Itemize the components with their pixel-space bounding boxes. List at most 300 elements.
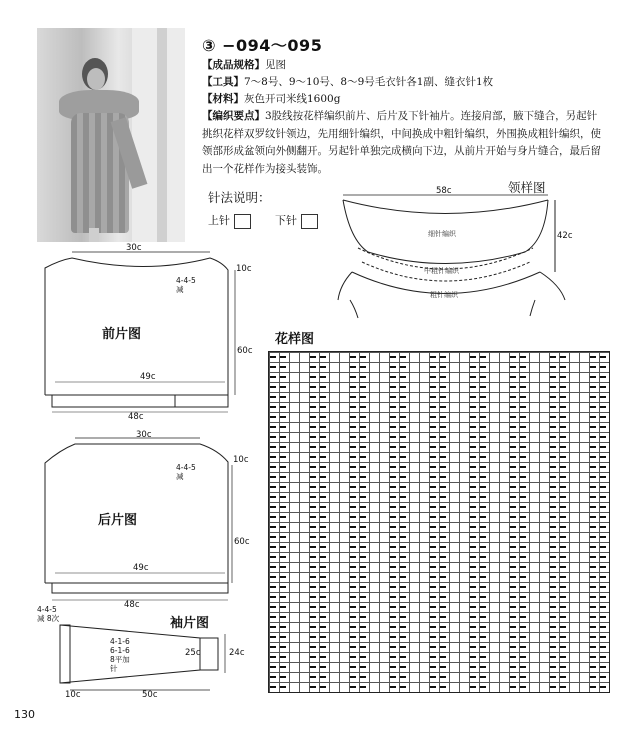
purl-stitch-mark — [400, 536, 406, 538]
purl-stitch-mark — [430, 666, 436, 668]
purl-stitch-mark — [360, 516, 366, 518]
purl-stitch-mark — [550, 666, 556, 668]
purl-stitch-mark — [390, 676, 396, 678]
purl-stitch-mark — [350, 676, 356, 678]
purl-stitch-mark — [400, 506, 406, 508]
purl-stitch-mark — [550, 436, 556, 438]
purl-stitch-mark — [590, 366, 596, 368]
purl-stitch-mark — [550, 526, 556, 528]
purl-stitch-mark — [320, 496, 326, 498]
purl-stitch-mark — [310, 376, 316, 378]
purl-stitch-mark — [600, 626, 606, 628]
purl-stitch-mark — [320, 406, 326, 408]
purl-stitch-mark — [480, 646, 486, 648]
purl-stitch-mark — [550, 506, 556, 508]
purl-stitch-mark — [510, 596, 516, 598]
purl-stitch-mark — [390, 446, 396, 448]
purl-stitch-mark — [590, 526, 596, 528]
spec-key-points: 【编织要点】3股线按花样编织前片、后片及下针袖片。连接肩部，腋下缝合，另起针挑织花样双罗纹针领边，先用细针编织，中间换成中粗针编织，外围换成粗针编织，使领部形成盆领向外侧翻开。另起针单独完成横向下边，从前片开始与身片缝合，最后留出一个花样作为接头装饰。 — [202, 110, 601, 175]
purl-stitch-mark — [430, 506, 436, 508]
purl-stitch-mark — [350, 646, 356, 648]
purl-stitch-mark — [270, 676, 276, 678]
purl-stitch-mark — [550, 676, 556, 678]
purl-stitch-mark — [310, 426, 316, 428]
purl-stitch-mark — [520, 476, 526, 478]
purl-stitch-mark — [590, 646, 596, 648]
purl-stitch-mark — [470, 566, 476, 568]
purl-stitch-mark — [350, 436, 356, 438]
purl-stitch-mark — [310, 686, 316, 688]
purl-stitch-mark — [400, 606, 406, 608]
purl-stitch-mark — [430, 626, 436, 628]
purl-stitch-mark — [360, 496, 366, 498]
purl-stitch-mark — [280, 496, 286, 498]
purl-stitch-mark — [550, 566, 556, 568]
purl-stitch-mark — [280, 596, 286, 598]
sleeve-cuff-width: 10c — [65, 690, 81, 700]
purl-stitch-mark — [600, 686, 606, 688]
purl-stitch-mark — [400, 526, 406, 528]
back-height: 60c — [234, 537, 250, 547]
purl-stitch-mark — [400, 406, 406, 408]
purl-stitch-mark — [440, 466, 446, 468]
purl-stitch-mark — [280, 486, 286, 488]
purl-stitch-mark — [440, 456, 446, 458]
purl-stitch-mark — [550, 416, 556, 418]
collar-title: 领样图 — [508, 180, 546, 195]
purl-stitch-mark — [320, 656, 326, 658]
purl-stitch-mark — [560, 486, 566, 488]
purl-stitch-mark — [470, 476, 476, 478]
purl-stitch-mark — [590, 496, 596, 498]
purl-stitch-mark — [590, 536, 596, 538]
purl-stitch-mark — [560, 646, 566, 648]
purl-stitch-mark — [520, 656, 526, 658]
purl-stitch-mark — [480, 496, 486, 498]
purl-stitch-mark — [430, 656, 436, 658]
collar-middle-label: 中粗针编织 — [424, 267, 459, 275]
purl-stitch-mark — [600, 416, 606, 418]
purl-stitch-mark — [440, 546, 446, 548]
purl-stitch-mark — [310, 416, 316, 418]
purl-stitch-mark — [350, 426, 356, 428]
purl-stitch-mark — [560, 606, 566, 608]
purl-stitch-mark — [470, 646, 476, 648]
purl-stitch-mark — [590, 546, 596, 548]
purl-stitch-mark — [270, 526, 276, 528]
purl-stitch-mark — [440, 366, 446, 368]
purl-stitch-mark — [520, 686, 526, 688]
purl-stitch-mark — [590, 516, 596, 518]
purl-stitch-mark — [440, 406, 446, 408]
purl-stitch-mark — [600, 636, 606, 638]
purl-stitch-mark — [320, 636, 326, 638]
purl-stitch-mark — [480, 426, 486, 428]
purl-stitch-mark — [310, 556, 316, 558]
purl-stitch-mark — [590, 576, 596, 578]
purl-stitch-mark — [270, 556, 276, 558]
purl-stitch-mark — [280, 566, 286, 568]
purl-stitch-mark — [310, 396, 316, 398]
purl-stitch-mark — [590, 586, 596, 588]
purl-stitch-mark — [600, 506, 606, 508]
purl-stitch-mark — [360, 566, 366, 568]
purl-stitch-mark — [550, 376, 556, 378]
purl-stitch-mark — [310, 496, 316, 498]
purl-stitch-mark — [560, 566, 566, 568]
stitch-legend-title: 针法说明： — [208, 190, 271, 205]
purl-stitch-mark — [480, 406, 486, 408]
purl-stitch-mark — [510, 666, 516, 668]
purl-stitch-mark — [550, 636, 556, 638]
purl-stitch-mark — [430, 486, 436, 488]
purl-stitch-mark — [560, 496, 566, 498]
purl-stitch-mark — [280, 586, 286, 588]
purl-stitch-mark — [440, 556, 446, 558]
purl-stitch-mark — [320, 396, 326, 398]
purl-stitch-mark — [270, 486, 276, 488]
purl-stitch-mark — [270, 506, 276, 508]
purl-stitch-mark — [480, 416, 486, 418]
purl-stitch-mark — [520, 356, 526, 358]
purl-stitch-mark — [310, 606, 316, 608]
purl-stitch-mark — [600, 556, 606, 558]
purl-stitch-mark — [430, 596, 436, 598]
purl-stitch-mark — [520, 496, 526, 498]
purl-stitch-mark — [360, 366, 366, 368]
purl-stitch-mark — [310, 666, 316, 668]
purl-stitch-mark — [360, 476, 366, 478]
purl-stitch-mark — [430, 606, 436, 608]
purl-stitch-mark — [430, 576, 436, 578]
purl-stitch-mark — [470, 676, 476, 678]
sleeve-title: 袖片图 — [170, 616, 210, 631]
purl-stitch-mark — [560, 556, 566, 558]
purl-stitch-mark — [360, 536, 366, 538]
purl-stitch-mark — [350, 556, 356, 558]
purl-stitch-mark — [430, 476, 436, 478]
purl-stitch-mark — [350, 636, 356, 638]
purl-stitch-mark — [400, 356, 406, 358]
purl-stitch-mark — [510, 686, 516, 688]
purl-stitch-mark — [440, 386, 446, 388]
front-shoulder-drop: 10c — [236, 264, 252, 274]
purl-stitch-mark — [470, 536, 476, 538]
purl-stitch-mark — [510, 406, 516, 408]
purl-stitch-mark — [470, 636, 476, 638]
purl-stitch-mark — [590, 476, 596, 478]
purl-stitch-mark — [400, 486, 406, 488]
purl-stitch-mark — [590, 356, 596, 358]
purl-stitch-mark — [270, 386, 276, 388]
purl-stitch-mark — [310, 616, 316, 618]
purl-stitch-mark — [270, 406, 276, 408]
purl-stitch-mark — [550, 586, 556, 588]
purl-stitch-mark — [400, 636, 406, 638]
purl-stitch-mark — [600, 656, 606, 658]
purl-stitch-mark — [440, 426, 446, 428]
purl-stitch-mark — [280, 436, 286, 438]
purl-stitch-mark — [320, 646, 326, 648]
purl-stitch-mark — [480, 516, 486, 518]
purl-stitch-mark — [310, 656, 316, 658]
purl-stitch-mark — [480, 636, 486, 638]
purl-stitch-mark — [400, 546, 406, 548]
purl-stitch-mark — [360, 436, 366, 438]
purl-stitch-mark — [480, 586, 486, 588]
collar-width: 58c — [436, 186, 452, 196]
purl-stitch-mark — [360, 416, 366, 418]
purl-stitch-mark — [560, 416, 566, 418]
purl-stitch-mark — [560, 436, 566, 438]
page-number: 130 — [14, 708, 35, 721]
purl-stitch-mark — [350, 356, 356, 358]
purl-stitch-mark — [470, 486, 476, 488]
purl-stitch-mark — [310, 456, 316, 458]
purl-stitch-mark — [360, 426, 366, 428]
purl-stitch-mark — [550, 386, 556, 388]
back-hem-width: 49c — [133, 563, 149, 573]
purl-stitch-mark — [560, 426, 566, 428]
purl-stitch-mark — [520, 636, 526, 638]
purl-stitch-mark — [520, 516, 526, 518]
purl-stitch-mark — [510, 476, 516, 478]
purl-stitch-mark — [590, 386, 596, 388]
purl-stitch-mark — [270, 496, 276, 498]
purl-stitch-mark — [390, 536, 396, 538]
purl-stitch-mark — [590, 506, 596, 508]
purl-stitch-mark — [560, 506, 566, 508]
purl-stitch-mark — [430, 426, 436, 428]
purl-stitch-mark — [600, 396, 606, 398]
purl-stitch-mark — [520, 646, 526, 648]
purl-stitch-mark — [550, 656, 556, 658]
purl-stitch-mark — [510, 566, 516, 568]
purl-stitch-mark — [590, 466, 596, 468]
purl-stitch-mark — [480, 686, 486, 688]
purl-stitch-mark — [470, 496, 476, 498]
purl-stitch-mark — [510, 606, 516, 608]
purl-stitch-mark — [470, 556, 476, 558]
purl-stitch-mark — [320, 516, 326, 518]
purl-stitch-mark — [270, 666, 276, 668]
purl-stitch-mark — [600, 606, 606, 608]
purl-stitch-mark — [480, 436, 486, 438]
purl-stitch-mark — [440, 476, 446, 478]
purl-stitch-mark — [440, 656, 446, 658]
purl-stitch-mark — [320, 506, 326, 508]
stitch-legend-purl: 下针 — [275, 212, 318, 229]
purl-stitch-mark — [430, 356, 436, 358]
purl-stitch-mark — [440, 396, 446, 398]
purl-stitch-mark — [390, 686, 396, 688]
purl-stitch-mark — [590, 566, 596, 568]
purl-stitch-mark — [400, 556, 406, 558]
purl-stitch-mark — [320, 556, 326, 558]
purl-stitch-mark — [390, 516, 396, 518]
purl-stitch-mark — [520, 406, 526, 408]
purl-stitch-mark — [590, 406, 596, 408]
back-shoulder-drop: 10c — [233, 455, 249, 465]
purl-stitch-mark — [520, 666, 526, 668]
purl-stitch-mark — [400, 646, 406, 648]
sleeve-length: 50c — [142, 690, 158, 700]
purl-stitch-mark — [520, 416, 526, 418]
front-neck-shaping: 4-4-5 减 — [176, 276, 196, 294]
purl-stitch-mark — [350, 606, 356, 608]
purl-stitch-mark — [480, 656, 486, 658]
purl-stitch-mark — [350, 566, 356, 568]
purl-stitch-mark — [360, 466, 366, 468]
purl-stitch-mark — [320, 526, 326, 528]
purl-stitch-mark — [360, 526, 366, 528]
purl-stitch-mark — [280, 536, 286, 538]
purl-stitch-mark — [470, 356, 476, 358]
back-title: 后片图 — [98, 513, 138, 528]
purl-stitch-mark — [270, 466, 276, 468]
purl-stitch-mark — [560, 516, 566, 518]
purl-stitch-mark — [560, 476, 566, 478]
purl-stitch-mark — [270, 436, 276, 438]
purl-stitch-mark — [310, 356, 316, 358]
purl-stitch-mark — [270, 596, 276, 598]
purl-stitch-mark — [320, 386, 326, 388]
purl-stitch-mark — [470, 686, 476, 688]
purl-stitch-mark — [390, 556, 396, 558]
purl-stitch-mark — [350, 546, 356, 548]
purl-stitch-mark — [480, 606, 486, 608]
purl-stitch-mark — [350, 506, 356, 508]
purl-stitch-mark — [470, 596, 476, 598]
purl-stitch-mark — [470, 606, 476, 608]
purl-stitch-mark — [400, 666, 406, 668]
purl-stitch-mark — [360, 506, 366, 508]
chart-title: 花样图 — [275, 332, 315, 347]
back-top-width: 30c — [136, 430, 152, 440]
purl-stitch-mark — [310, 476, 316, 478]
purl-stitch-mark — [280, 656, 286, 658]
purl-stitch-mark — [520, 576, 526, 578]
purl-stitch-mark — [550, 476, 556, 478]
purl-stitch-mark — [600, 646, 606, 648]
purl-stitch-mark — [480, 476, 486, 478]
purl-stitch-mark — [560, 536, 566, 538]
purl-stitch-mark — [270, 476, 276, 478]
purl-stitch-mark — [590, 606, 596, 608]
purl-stitch-mark — [520, 456, 526, 458]
purl-stitch-mark — [320, 546, 326, 548]
purl-stitch-mark — [320, 606, 326, 608]
purl-stitch-mark — [590, 686, 596, 688]
purl-stitch-mark — [560, 386, 566, 388]
purl-stitch-mark — [320, 486, 326, 488]
purl-stitch-mark — [400, 586, 406, 588]
purl-stitch-mark — [600, 616, 606, 618]
purl-stitch-mark — [550, 576, 556, 578]
purl-stitch-mark — [470, 456, 476, 458]
purl-stitch-mark — [520, 596, 526, 598]
purl-stitch-mark — [600, 446, 606, 448]
purl-stitch-mark — [280, 386, 286, 388]
purl-stitch-mark — [310, 436, 316, 438]
purl-stitch-mark — [400, 476, 406, 478]
purl-stitch-mark — [560, 406, 566, 408]
purl-stitch-mark — [280, 396, 286, 398]
stitch-legend-knit: 上针 — [208, 212, 251, 229]
purl-stitch-mark — [470, 396, 476, 398]
purl-stitch-mark — [440, 446, 446, 448]
purl-stitch-mark — [470, 576, 476, 578]
purl-stitch-mark — [280, 606, 286, 608]
purl-stitch-mark — [550, 616, 556, 618]
purl-stitch-mark — [430, 586, 436, 588]
purl-stitch-mark — [440, 626, 446, 628]
purl-stitch-mark — [440, 356, 446, 358]
purl-stitch-mark — [390, 586, 396, 588]
purl-stitch-mark — [280, 636, 286, 638]
purl-stitch-mark — [430, 366, 436, 368]
purl-stitch-mark — [440, 566, 446, 568]
purl-stitch-mark — [350, 496, 356, 498]
purl-stitch-mark — [590, 416, 596, 418]
purl-stitch-mark — [310, 516, 316, 518]
purl-stitch-mark — [440, 606, 446, 608]
purl-stitch-mark — [510, 616, 516, 618]
purl-stitch-mark — [360, 446, 366, 448]
purl-stitch-mark — [480, 456, 486, 458]
back-bottom-width: 48c — [124, 600, 140, 610]
purl-stitch-mark — [590, 666, 596, 668]
purl-stitch-mark — [400, 376, 406, 378]
purl-stitch-mark — [360, 386, 366, 388]
purl-stitch-mark — [360, 666, 366, 668]
purl-stitch-mark — [280, 516, 286, 518]
purl-stitch-mark — [520, 626, 526, 628]
purl-stitch-mark — [310, 576, 316, 578]
purl-stitch-mark — [590, 446, 596, 448]
sleeve-cuff-height: 25c — [185, 648, 201, 658]
purl-stitch-mark — [600, 526, 606, 528]
purl-stitch-mark — [560, 676, 566, 678]
purl-stitch-mark — [470, 666, 476, 668]
purl-stitch-mark — [310, 566, 316, 568]
purl-stitch-mark — [270, 416, 276, 418]
purl-stitch-mark — [560, 526, 566, 528]
purl-stitch-mark — [560, 376, 566, 378]
purl-stitch-mark — [480, 526, 486, 528]
purl-stitch-mark — [390, 416, 396, 418]
purl-stitch-mark — [520, 606, 526, 608]
purl-stitch-mark — [360, 396, 366, 398]
purl-stitch-mark — [320, 476, 326, 478]
purl-stitch-mark — [600, 366, 606, 368]
purl-stitch-mark — [360, 376, 366, 378]
purl-stitch-mark — [280, 506, 286, 508]
purl-stitch-mark — [510, 366, 516, 368]
purl-stitch-mark — [270, 656, 276, 658]
purl-stitch-mark — [310, 486, 316, 488]
purl-stitch-mark — [350, 616, 356, 618]
purl-stitch-mark — [520, 436, 526, 438]
purl-stitch-mark — [270, 636, 276, 638]
purl-stitch-mark — [510, 556, 516, 558]
purl-stitch-mark — [600, 436, 606, 438]
purl-stitch-mark — [480, 396, 486, 398]
purl-stitch-mark — [350, 586, 356, 588]
purl-stitch-mark — [390, 636, 396, 638]
purl-stitch-mark — [560, 546, 566, 548]
purl-stitch-mark — [390, 436, 396, 438]
